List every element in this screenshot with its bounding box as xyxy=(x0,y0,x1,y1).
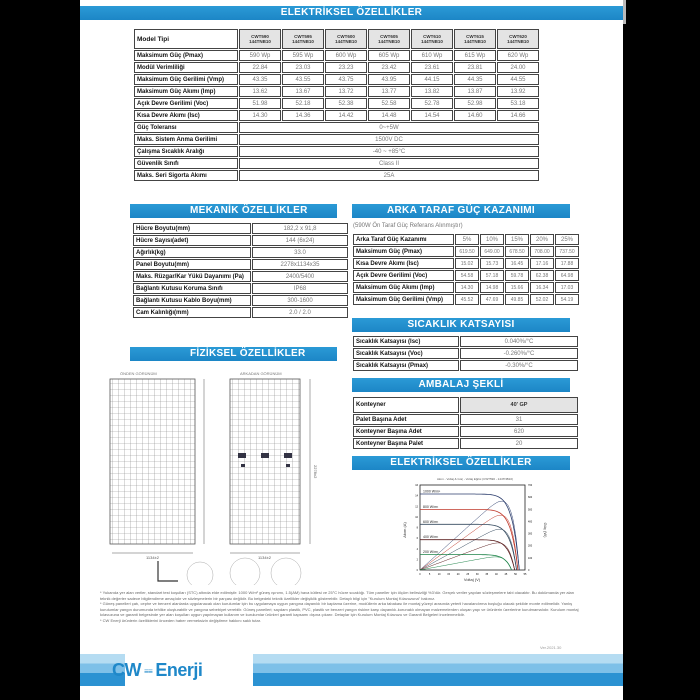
section-title-temperature: SICAKLIK KATSAYISI xyxy=(352,318,570,332)
row-label: Sıcaklık Katsayısı (Isc) xyxy=(353,336,459,347)
row-label: Bağlantı Kutusu Kablo Boyu(mm) xyxy=(133,295,251,306)
svg-text:55: 55 xyxy=(523,573,527,576)
row-value: 13.67 xyxy=(282,86,324,97)
row-label: Modül Verimliliği xyxy=(134,62,238,73)
solar-panel-icon: ≡≡ xyxy=(144,666,153,676)
row-value: 16.45 xyxy=(505,258,529,269)
row-value: 20 xyxy=(460,438,578,449)
row-label: Maks. Sistem Anma Gerilimi xyxy=(134,134,238,145)
row-value: 615 Wp xyxy=(454,50,496,61)
table-row xyxy=(353,258,579,269)
row-label: Maks. Seri Sigorta Akımı xyxy=(134,170,238,181)
electrical-table xyxy=(133,28,540,182)
table-row xyxy=(133,307,348,318)
row-value: 24.00 xyxy=(497,62,539,73)
svg-text:0: 0 xyxy=(416,569,418,572)
percent-header: 25% xyxy=(555,234,579,245)
table-row xyxy=(134,62,539,73)
scrollbar[interactable] xyxy=(623,0,626,24)
row-label: Maksimum Güç (Pmax) xyxy=(134,50,238,61)
bifacial-table xyxy=(352,233,580,306)
row-value: 14.98 xyxy=(480,282,504,293)
section-title-mechanical: MEKANİK ÖZELLİKLER xyxy=(130,204,337,218)
row-value: 43.35 xyxy=(239,74,281,85)
row-value: 620 Wp xyxy=(497,50,539,61)
row-value: 52.58 xyxy=(368,98,410,109)
footnote: * Yukarıda yer alan veriler, standart test koşulları (STC) altında elde edilmiştir: 1000 W/m² güneş ışınımı, 1.5(AM) hava kütlesi ve 25°C hücre sıcaklığı. Tüm paneller için ölçüm belirsizliği %3'dür. Gerçek veriler yapılan sözleşmelere tabi olacaktır. Bu dokümanda yer alan teknik değerler sadece bilgilendirme amaçlıdır ve sözleşmelerin bir parçası değildir. Bu belgedeki teknik özellikler değişiklik gösterebilir. Detaylı bilgi için "Kurulum Montaj Kılavuzuna" bakınız. xyxy=(100,590,574,601)
row-label: Maksimum Güç (Pmax) xyxy=(353,246,454,257)
svg-text:20: 20 xyxy=(456,573,460,576)
irradiance-label: 400 W/m² xyxy=(423,535,439,540)
row-label: Güç Toleransı xyxy=(134,122,238,133)
table-header-row xyxy=(353,234,579,245)
table-row xyxy=(133,271,348,282)
irradiance-label: 800 W/m² xyxy=(423,504,439,509)
table-row xyxy=(134,146,539,157)
row-label: Açık Devre Gerilimi (Voc) xyxy=(134,98,238,109)
row-value: 40' GP xyxy=(460,397,578,413)
version-label: Ver.2021.30 xyxy=(540,645,562,650)
row-value: 23.23 xyxy=(325,62,367,73)
brand-logo: CW ≡≡ Enerji xyxy=(112,660,203,680)
row-value: 17.88 xyxy=(555,258,579,269)
svg-text:6: 6 xyxy=(416,537,418,541)
svg-text:0: 0 xyxy=(419,573,421,576)
svg-text:10: 10 xyxy=(437,573,441,576)
panel-drawing xyxy=(100,365,350,585)
current-curve xyxy=(420,524,517,570)
row-value: 605 Wp xyxy=(368,50,410,61)
row-value: 14.60 xyxy=(454,110,496,121)
row-label: Maksimum Güç Akımı (Imp) xyxy=(134,86,238,97)
x-axis-label: Voltaj (V) xyxy=(463,577,481,582)
row-value: 52.78 xyxy=(411,98,453,109)
row-value: 708.00 xyxy=(530,246,554,257)
row-value: 52.98 xyxy=(454,98,496,109)
row-value: 14.54 xyxy=(411,110,453,121)
model-header: CWT620 144TNB10 xyxy=(497,29,539,49)
row-value: 52.18 xyxy=(282,98,324,109)
temperature-table xyxy=(352,335,579,372)
svg-text:5: 5 xyxy=(428,573,431,576)
row-value: 31 xyxy=(460,414,578,425)
row-value: 52.38 xyxy=(325,98,367,109)
row-value: 600 Wp xyxy=(325,50,367,61)
row-value: 17.03 xyxy=(555,282,579,293)
table-header-row xyxy=(353,397,578,413)
row-label: Sıcaklık Katsayısı (Voc) xyxy=(353,348,459,359)
row-label: Arka Taraf Güç Kazanımı xyxy=(353,234,454,245)
percent-header: 20% xyxy=(530,234,554,245)
row-label: Ağırlık(kg) xyxy=(133,247,251,258)
row-value: 14.42 xyxy=(325,110,367,121)
y-axis-label: Akım (A) xyxy=(402,522,407,538)
row-value: 44.35 xyxy=(454,74,496,85)
row-value: 51.98 xyxy=(239,98,281,109)
row-label: Maksimum Güç Gerilimi (Vmp) xyxy=(134,74,238,85)
table-row xyxy=(133,247,348,258)
row-value: 14.30 xyxy=(455,282,479,293)
row-value: 14.30 xyxy=(239,110,281,121)
table-row xyxy=(134,158,539,169)
row-value: 13.77 xyxy=(368,86,410,97)
irradiance-label: 200 W/m² xyxy=(423,550,439,555)
table-row xyxy=(353,414,578,425)
svg-text:35: 35 xyxy=(485,573,489,576)
svg-text:400: 400 xyxy=(528,520,533,524)
table-row xyxy=(353,426,578,437)
row-value: 590 Wp xyxy=(239,50,281,61)
table-row xyxy=(133,223,348,234)
table-row xyxy=(133,235,348,246)
table-row xyxy=(134,170,539,181)
row-value: 62.38 xyxy=(530,270,554,281)
svg-text:500: 500 xyxy=(528,508,533,512)
svg-text:10: 10 xyxy=(415,515,418,519)
row-value: 33.0 xyxy=(252,247,348,258)
svg-text:30: 30 xyxy=(475,573,479,576)
svg-text:16: 16 xyxy=(415,484,418,487)
section-title-bifacial: ARKA TARAF GÜÇ KAZANIMI xyxy=(352,204,570,218)
row-value: 2400/5400 xyxy=(252,271,348,282)
row-value: 13.92 xyxy=(497,86,539,97)
row-label: Konteyner xyxy=(353,397,459,413)
irradiance-label: 1000 W/m² xyxy=(423,489,441,494)
svg-text:2: 2 xyxy=(416,558,418,562)
row-value: 54.19 xyxy=(555,294,579,305)
row-value: -0.260%/°C xyxy=(460,348,578,359)
mechanical-table xyxy=(132,222,349,319)
table-row xyxy=(353,246,579,257)
table-row xyxy=(353,294,579,305)
row-value: 620 xyxy=(460,426,578,437)
row-label: Maksimum Güç Gerilimi (Vmp) xyxy=(353,294,454,305)
table-row xyxy=(133,295,348,306)
row-value: 23.61 xyxy=(411,62,453,73)
table-row xyxy=(353,348,578,359)
row-value: 144 (6x24) xyxy=(252,235,348,246)
row-label: Maksimum Güç Akımı (Imp) xyxy=(353,282,454,293)
row-value: 44.15 xyxy=(411,74,453,85)
percent-header: 5% xyxy=(455,234,479,245)
row-label: Kısa Devre Akımı (Isc) xyxy=(353,258,454,269)
svg-text:15: 15 xyxy=(447,573,451,576)
row-value: 14.66 xyxy=(497,110,539,121)
row-value: 25A xyxy=(239,170,539,181)
percent-header: 15% xyxy=(505,234,529,245)
svg-text:1134±2: 1134±2 xyxy=(258,555,272,560)
row-value: 17.16 xyxy=(530,258,554,269)
row-label: Konteyner Başına Adet xyxy=(353,426,459,437)
svg-text:45: 45 xyxy=(504,573,508,576)
row-value: 619.50 xyxy=(455,246,479,257)
svg-text:700: 700 xyxy=(528,484,533,487)
row-value: 14.36 xyxy=(282,110,324,121)
section-title-electrical: ELEKTRİKSEL ÖZELLİKLER xyxy=(80,6,623,20)
footnotes xyxy=(100,590,580,623)
model-header: CWT610 144TNB10 xyxy=(411,29,453,49)
svg-text:8: 8 xyxy=(416,526,418,530)
row-label: Hücre Boyutu(mm) xyxy=(133,223,251,234)
row-value: 47.69 xyxy=(480,294,504,305)
table-row xyxy=(353,282,579,293)
irradiance-label: 600 W/m² xyxy=(423,519,439,524)
table-row xyxy=(134,50,539,61)
table-row xyxy=(134,134,539,145)
section-title-packaging: AMBALAJ ŞEKLİ xyxy=(352,378,570,392)
table-row xyxy=(134,122,539,133)
row-value: 678.50 xyxy=(505,246,529,257)
svg-text:100: 100 xyxy=(528,556,533,560)
row-value: 595 Wp xyxy=(282,50,324,61)
row-value: 15.66 xyxy=(505,282,529,293)
row-value: 43.95 xyxy=(368,74,410,85)
power-curve xyxy=(420,543,515,570)
row-label: Maks. Rüzgar/Kar Yükü Dayanımı (Pa) xyxy=(133,271,251,282)
row-value: 57.18 xyxy=(480,270,504,281)
row-value: 53.18 xyxy=(497,98,539,109)
svg-text:40: 40 xyxy=(494,573,498,576)
model-header: CWT590 144TNB10 xyxy=(239,29,281,49)
row-value: IP68 xyxy=(252,283,348,294)
row-label: Panel Boyutu(mm) xyxy=(133,259,251,270)
table-row xyxy=(134,74,539,85)
front-view-label: ÖNDEN GÖRÜNÜM xyxy=(120,371,157,376)
row-value: 13.72 xyxy=(325,86,367,97)
footnote: * CW Enerji ürünlerin özelliklerini önceden haber vermeksizin değiştirme hakkını saklı tutar. xyxy=(100,617,261,623)
front-view-panel xyxy=(110,379,195,544)
row-value: 649.00 xyxy=(480,246,504,257)
row-value: 54.58 xyxy=(455,270,479,281)
row-value: 300-1600 xyxy=(252,295,348,306)
section-title-physical: FİZİKSEL ÖZELLİKLER xyxy=(130,347,337,361)
svg-text:2278±2: 2278±2 xyxy=(313,465,318,479)
row-value: 15.02 xyxy=(455,258,479,269)
table-row xyxy=(134,110,539,121)
row-value: 44.55 xyxy=(497,74,539,85)
row-label: Açık Devre Gerilimi (Voc) xyxy=(353,270,454,281)
model-type-label: Model Tipi xyxy=(134,29,238,49)
row-value: 23.42 xyxy=(368,62,410,73)
row-value: 13.82 xyxy=(411,86,453,97)
svg-text:200: 200 xyxy=(528,544,533,548)
row-value: 0~+5W xyxy=(239,122,539,133)
row-value: Class II xyxy=(239,158,539,169)
svg-text:25: 25 xyxy=(466,573,470,576)
row-value: -40 ~ +85°C xyxy=(239,146,539,157)
row-value: 49.85 xyxy=(505,294,529,305)
row-value: 23.81 xyxy=(454,62,496,73)
footnote: * Güneş panelleri çatı, cephe ve benzeri alanlarda uygulanacak olan kurulumlar için bu uygulamaya uygun yangına dayanıklı bir kaplama üzerine, modüllerin arka tabakası ile montaj yüzeyi arasında yeterli havalandırma boşluğu olacak şekilde monte edilmelidir. Yanlış kurulumlar yangın durumunda tehlike oluşturabilir ve yangına sebebiyet verebilir. Güneş panelleri; saydam plastik, PVC, plastik ve benzeri yangın riskine karşı dayanıklı-korunaklı olmayan malzemelerden oluşan yapı ve ürünlerin üzerlerine kurulmamalıdır. Kurulum montaj kılavuzuna ve garanti belgesinde yer alan koşulları uygun yapılmayan kullanım ve kurulumlar ürünleri garanti kapsamı dışına çıkarır. Detaylar için Kurulum Montaj Kılavuzu ve Garanti Belgeleri incelenmelidir. xyxy=(100,601,579,617)
row-value: 2.0 / 2.0 xyxy=(252,307,348,318)
row-value: 16.34 xyxy=(530,282,554,293)
table-row xyxy=(133,259,348,270)
row-value: 2278x1134x35 xyxy=(252,259,348,270)
row-value: 182,2 x 91,8 xyxy=(252,223,348,234)
row-value: 52.02 xyxy=(530,294,554,305)
row-value: 14.48 xyxy=(368,110,410,121)
row-value: -0.30%/°C xyxy=(460,360,578,371)
table-row xyxy=(353,336,578,347)
table-row xyxy=(134,98,539,109)
row-label: Palet Başına Adet xyxy=(353,414,459,425)
svg-text:50: 50 xyxy=(514,573,517,576)
row-value: 22.84 xyxy=(239,62,281,73)
svg-text:12: 12 xyxy=(415,505,418,509)
table-row xyxy=(353,438,578,449)
row-label: Konteyner Başına Palet xyxy=(353,438,459,449)
row-value: 43.55 xyxy=(282,74,324,85)
row-label: Kısa Devre Akımı (Isc) xyxy=(134,110,238,121)
back-view-panel xyxy=(230,379,300,544)
row-label: Cam Kalınlığı(mm) xyxy=(133,307,251,318)
row-label: Bağlantı Kutusu Koruma Sınıfı xyxy=(133,283,251,294)
footer-bar-right xyxy=(253,654,623,686)
table-row xyxy=(353,360,578,371)
power-curve xyxy=(420,557,512,570)
row-value: 15.73 xyxy=(480,258,504,269)
row-value: 1500V DC xyxy=(239,134,539,145)
percent-header: 10% xyxy=(480,234,504,245)
row-value: 59.78 xyxy=(505,270,529,281)
svg-text:300: 300 xyxy=(528,532,533,536)
row-value: 23.03 xyxy=(282,62,324,73)
svg-text:1134±2: 1134±2 xyxy=(146,555,160,560)
section-title-chart: ELEKTRİKSEL ÖZELLİKLER xyxy=(352,456,570,470)
row-value: 45.52 xyxy=(455,294,479,305)
row-label: Güvenlik Sınıfı xyxy=(134,158,238,169)
svg-text:600: 600 xyxy=(528,496,533,500)
row-label: Sıcaklık Katsayısı (Pmax) xyxy=(353,360,459,371)
chart-title: Akım - Voltaj & Güç - Voltaj Eğrisi (CWT590 - 144TNB10) xyxy=(436,477,514,481)
row-value: 43.75 xyxy=(325,74,367,85)
svg-text:0: 0 xyxy=(528,569,530,572)
packaging-table xyxy=(352,396,579,450)
back-view-label: ARKADAN GÖRÜNÜM xyxy=(240,371,282,376)
row-value: 64.98 xyxy=(555,270,579,281)
svg-text:14: 14 xyxy=(415,494,418,498)
table-row xyxy=(133,283,348,294)
table-header-row xyxy=(134,29,539,49)
svg-text:4: 4 xyxy=(416,547,418,551)
bifacial-note: (590W Ön Taraf Güç Referans Alınmıştır) xyxy=(353,223,463,229)
row-value: 13.87 xyxy=(454,86,496,97)
row-value: 0.040%/°C xyxy=(460,336,578,347)
model-header: CWT595 144TNB10 xyxy=(282,29,324,49)
model-header: CWT605 144TNB10 xyxy=(368,29,410,49)
table-row xyxy=(353,270,579,281)
model-header: CWT615 144TNB10 xyxy=(454,29,496,49)
row-value: 737.50 xyxy=(555,246,579,257)
row-value: 13.62 xyxy=(239,86,281,97)
table-row xyxy=(134,86,539,97)
row-label: Çalışma Sıcaklık Aralığı xyxy=(134,146,238,157)
row-label: Hücre Sayısı(adet) xyxy=(133,235,251,246)
iv-curve-chart xyxy=(400,475,550,583)
row-value: 610 Wp xyxy=(411,50,453,61)
model-header: CWT600 144TNB10 xyxy=(325,29,367,49)
y2-axis-label: Güç (W) xyxy=(543,522,548,538)
